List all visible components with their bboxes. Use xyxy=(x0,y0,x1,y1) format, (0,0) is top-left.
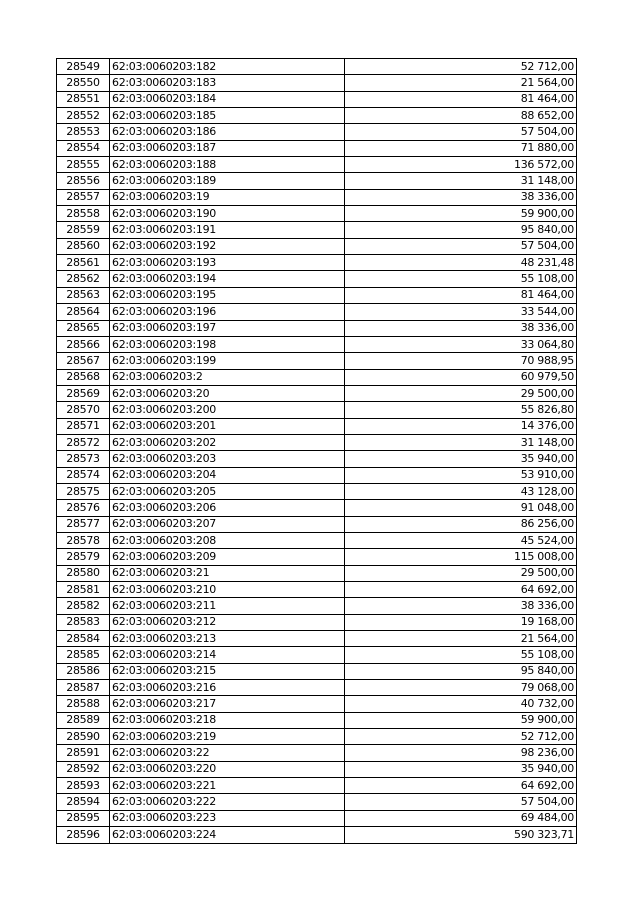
cadastral-number-cell: 62:03:0060203:209 xyxy=(110,549,345,565)
value-cell: 35 940,00 xyxy=(345,761,577,777)
cadastral-number-cell: 62:03:0060203:185 xyxy=(110,108,345,124)
cadastral-number-cell: 62:03:0060203:201 xyxy=(110,418,345,434)
cadastral-number-cell: 62:03:0060203:182 xyxy=(110,59,345,75)
cadastral-number-cell: 62:03:0060203:219 xyxy=(110,729,345,745)
value-cell: 95 840,00 xyxy=(345,663,577,679)
table-row xyxy=(57,680,577,696)
cadastral-number-cell: 62:03:0060203:224 xyxy=(110,827,345,843)
value-cell: 52 712,00 xyxy=(345,729,577,745)
cadastral-number-cell: 62:03:0060203:212 xyxy=(110,614,345,630)
table-row xyxy=(57,255,577,271)
table-row xyxy=(57,108,577,124)
value-cell: 136 572,00 xyxy=(345,157,577,173)
row-number-cell: 28575 xyxy=(57,483,110,499)
cadastral-number-cell: 62:03:0060203:189 xyxy=(110,173,345,189)
row-number-cell: 28570 xyxy=(57,402,110,418)
table-row xyxy=(57,696,577,712)
cadastral-number-cell: 62:03:0060203:20 xyxy=(110,385,345,401)
value-cell: 81 464,00 xyxy=(345,91,577,107)
cadastral-number-cell: 62:03:0060203:221 xyxy=(110,778,345,794)
row-number-cell: 28558 xyxy=(57,206,110,222)
cadastral-number-cell: 62:03:0060203:218 xyxy=(110,712,345,728)
cadastral-number-cell: 62:03:0060203:199 xyxy=(110,353,345,369)
table-row xyxy=(57,467,577,483)
row-number-cell: 28577 xyxy=(57,516,110,532)
cadastral-number-cell: 62:03:0060203:22 xyxy=(110,745,345,761)
row-number-cell: 28582 xyxy=(57,598,110,614)
row-number-cell: 28576 xyxy=(57,500,110,516)
value-cell: 88 652,00 xyxy=(345,108,577,124)
table-row xyxy=(57,418,577,434)
cadastral-number-cell: 62:03:0060203:210 xyxy=(110,582,345,598)
table-row xyxy=(57,402,577,418)
row-number-cell: 28573 xyxy=(57,451,110,467)
table-row xyxy=(57,631,577,647)
row-number-cell: 28565 xyxy=(57,320,110,336)
row-number-cell: 28554 xyxy=(57,140,110,156)
row-number-cell: 28562 xyxy=(57,271,110,287)
cadastral-number-cell: 62:03:0060203:207 xyxy=(110,516,345,532)
row-number-cell: 28569 xyxy=(57,385,110,401)
row-number-cell: 28596 xyxy=(57,827,110,843)
table-row xyxy=(57,778,577,794)
value-cell: 91 048,00 xyxy=(345,500,577,516)
row-number-cell: 28553 xyxy=(57,124,110,140)
cadastral-number-cell: 62:03:0060203:202 xyxy=(110,434,345,450)
value-cell: 57 504,00 xyxy=(345,794,577,810)
row-number-cell: 28593 xyxy=(57,778,110,794)
table-body xyxy=(57,59,577,844)
value-cell: 86 256,00 xyxy=(345,516,577,532)
row-number-cell: 28579 xyxy=(57,549,110,565)
value-cell: 590 323,71 xyxy=(345,827,577,843)
value-cell: 52 712,00 xyxy=(345,59,577,75)
row-number-cell: 28572 xyxy=(57,434,110,450)
cadastral-number-cell: 62:03:0060203:222 xyxy=(110,794,345,810)
row-number-cell: 28559 xyxy=(57,222,110,238)
table-row xyxy=(57,451,577,467)
row-number-cell: 28594 xyxy=(57,794,110,810)
row-number-cell: 28584 xyxy=(57,631,110,647)
value-cell: 64 692,00 xyxy=(345,778,577,794)
table-row xyxy=(57,124,577,140)
table-row xyxy=(57,385,577,401)
cadastral-number-cell: 62:03:0060203:19 xyxy=(110,189,345,205)
value-cell: 21 564,00 xyxy=(345,631,577,647)
table-row xyxy=(57,549,577,565)
row-number-cell: 28549 xyxy=(57,59,110,75)
value-cell: 57 504,00 xyxy=(345,238,577,254)
cadastral-number-cell: 62:03:0060203:192 xyxy=(110,238,345,254)
table-row xyxy=(57,483,577,499)
value-cell: 55 826,80 xyxy=(345,402,577,418)
row-number-cell: 28583 xyxy=(57,614,110,630)
table-row xyxy=(57,745,577,761)
cadastral-number-cell: 62:03:0060203:183 xyxy=(110,75,345,91)
value-cell: 53 910,00 xyxy=(345,467,577,483)
row-number-cell: 28581 xyxy=(57,582,110,598)
cadastral-number-cell: 62:03:0060203:21 xyxy=(110,565,345,581)
cadastral-number-cell: 62:03:0060203:187 xyxy=(110,140,345,156)
value-cell: 21 564,00 xyxy=(345,75,577,91)
row-number-cell: 28561 xyxy=(57,255,110,271)
cadastral-number-cell: 62:03:0060203:186 xyxy=(110,124,345,140)
value-cell: 70 988,95 xyxy=(345,353,577,369)
row-number-cell: 28586 xyxy=(57,663,110,679)
table-row xyxy=(57,189,577,205)
table-row xyxy=(57,304,577,320)
value-cell: 29 500,00 xyxy=(345,565,577,581)
value-cell: 29 500,00 xyxy=(345,385,577,401)
table-row xyxy=(57,827,577,843)
cadastral-number-cell: 62:03:0060203:213 xyxy=(110,631,345,647)
table-row xyxy=(57,287,577,303)
row-number-cell: 28551 xyxy=(57,91,110,107)
row-number-cell: 28591 xyxy=(57,745,110,761)
table-row xyxy=(57,614,577,630)
value-cell: 48 231,48 xyxy=(345,255,577,271)
table-row xyxy=(57,434,577,450)
row-number-cell: 28587 xyxy=(57,680,110,696)
cadastral-value-table xyxy=(56,58,577,844)
value-cell: 35 940,00 xyxy=(345,451,577,467)
row-number-cell: 28578 xyxy=(57,532,110,548)
cadastral-number-cell: 62:03:0060203:205 xyxy=(110,483,345,499)
cadastral-number-cell: 62:03:0060203:208 xyxy=(110,532,345,548)
cadastral-number-cell: 62:03:0060203:195 xyxy=(110,287,345,303)
cadastral-number-cell: 62:03:0060203:220 xyxy=(110,761,345,777)
value-cell: 81 464,00 xyxy=(345,287,577,303)
value-cell: 33 544,00 xyxy=(345,304,577,320)
cadastral-number-cell: 62:03:0060203:215 xyxy=(110,663,345,679)
row-number-cell: 28589 xyxy=(57,712,110,728)
cadastral-number-cell: 62:03:0060203:216 xyxy=(110,680,345,696)
table-row xyxy=(57,271,577,287)
row-number-cell: 28588 xyxy=(57,696,110,712)
row-number-cell: 28592 xyxy=(57,761,110,777)
cadastral-number-cell: 62:03:0060203:211 xyxy=(110,598,345,614)
row-number-cell: 28595 xyxy=(57,810,110,826)
cadastral-number-cell: 62:03:0060203:197 xyxy=(110,320,345,336)
table-row xyxy=(57,761,577,777)
row-number-cell: 28557 xyxy=(57,189,110,205)
cadastral-number-cell: 62:03:0060203:203 xyxy=(110,451,345,467)
value-cell: 19 168,00 xyxy=(345,614,577,630)
value-cell: 38 336,00 xyxy=(345,320,577,336)
value-cell: 69 484,00 xyxy=(345,810,577,826)
cadastral-number-cell: 62:03:0060203:190 xyxy=(110,206,345,222)
table-row xyxy=(57,565,577,581)
value-cell: 59 900,00 xyxy=(345,206,577,222)
cadastral-number-cell: 62:03:0060203:204 xyxy=(110,467,345,483)
table-row xyxy=(57,369,577,385)
table-row xyxy=(57,598,577,614)
row-number-cell: 28574 xyxy=(57,467,110,483)
value-cell: 43 128,00 xyxy=(345,483,577,499)
cadastral-number-cell: 62:03:0060203:191 xyxy=(110,222,345,238)
table-row xyxy=(57,320,577,336)
table-row xyxy=(57,663,577,679)
value-cell: 59 900,00 xyxy=(345,712,577,728)
cadastral-number-cell: 62:03:0060203:196 xyxy=(110,304,345,320)
cadastral-number-cell: 62:03:0060203:184 xyxy=(110,91,345,107)
value-cell: 55 108,00 xyxy=(345,647,577,663)
table-row xyxy=(57,140,577,156)
table-row xyxy=(57,810,577,826)
value-cell: 31 148,00 xyxy=(345,434,577,450)
value-cell: 60 979,50 xyxy=(345,369,577,385)
value-cell: 79 068,00 xyxy=(345,680,577,696)
row-number-cell: 28566 xyxy=(57,336,110,352)
value-cell: 98 236,00 xyxy=(345,745,577,761)
row-number-cell: 28550 xyxy=(57,75,110,91)
cadastral-number-cell: 62:03:0060203:2 xyxy=(110,369,345,385)
table-row xyxy=(57,712,577,728)
value-cell: 45 524,00 xyxy=(345,532,577,548)
cadastral-number-cell: 62:03:0060203:193 xyxy=(110,255,345,271)
table-row xyxy=(57,173,577,189)
table-row xyxy=(57,59,577,75)
row-number-cell: 28585 xyxy=(57,647,110,663)
row-number-cell: 28563 xyxy=(57,287,110,303)
row-number-cell: 28568 xyxy=(57,369,110,385)
table-row xyxy=(57,206,577,222)
cadastral-number-cell: 62:03:0060203:198 xyxy=(110,336,345,352)
value-cell: 38 336,00 xyxy=(345,598,577,614)
value-cell: 14 376,00 xyxy=(345,418,577,434)
row-number-cell: 28590 xyxy=(57,729,110,745)
table-row xyxy=(57,794,577,810)
value-cell: 55 108,00 xyxy=(345,271,577,287)
table-row xyxy=(57,75,577,91)
value-cell: 40 732,00 xyxy=(345,696,577,712)
table-row xyxy=(57,532,577,548)
value-cell: 57 504,00 xyxy=(345,124,577,140)
table-row xyxy=(57,500,577,516)
row-number-cell: 28555 xyxy=(57,157,110,173)
row-number-cell: 28560 xyxy=(57,238,110,254)
cadastral-number-cell: 62:03:0060203:206 xyxy=(110,500,345,516)
cadastral-number-cell: 62:03:0060203:194 xyxy=(110,271,345,287)
table-row xyxy=(57,157,577,173)
table-row xyxy=(57,647,577,663)
row-number-cell: 28552 xyxy=(57,108,110,124)
value-cell: 64 692,00 xyxy=(345,582,577,598)
cadastral-number-cell: 62:03:0060203:223 xyxy=(110,810,345,826)
value-cell: 31 148,00 xyxy=(345,173,577,189)
table-row xyxy=(57,729,577,745)
row-number-cell: 28564 xyxy=(57,304,110,320)
table-row xyxy=(57,582,577,598)
value-cell: 95 840,00 xyxy=(345,222,577,238)
row-number-cell: 28580 xyxy=(57,565,110,581)
cadastral-number-cell: 62:03:0060203:200 xyxy=(110,402,345,418)
table-row xyxy=(57,516,577,532)
table-row xyxy=(57,353,577,369)
value-cell: 71 880,00 xyxy=(345,140,577,156)
table-row xyxy=(57,336,577,352)
row-number-cell: 28567 xyxy=(57,353,110,369)
table-row xyxy=(57,238,577,254)
row-number-cell: 28571 xyxy=(57,418,110,434)
cadastral-number-cell: 62:03:0060203:217 xyxy=(110,696,345,712)
value-cell: 33 064,80 xyxy=(345,336,577,352)
cadastral-number-cell: 62:03:0060203:214 xyxy=(110,647,345,663)
cadastral-number-cell: 62:03:0060203:188 xyxy=(110,157,345,173)
table-row xyxy=(57,222,577,238)
value-cell: 115 008,00 xyxy=(345,549,577,565)
row-number-cell: 28556 xyxy=(57,173,110,189)
value-cell: 38 336,00 xyxy=(345,189,577,205)
table-row xyxy=(57,91,577,107)
